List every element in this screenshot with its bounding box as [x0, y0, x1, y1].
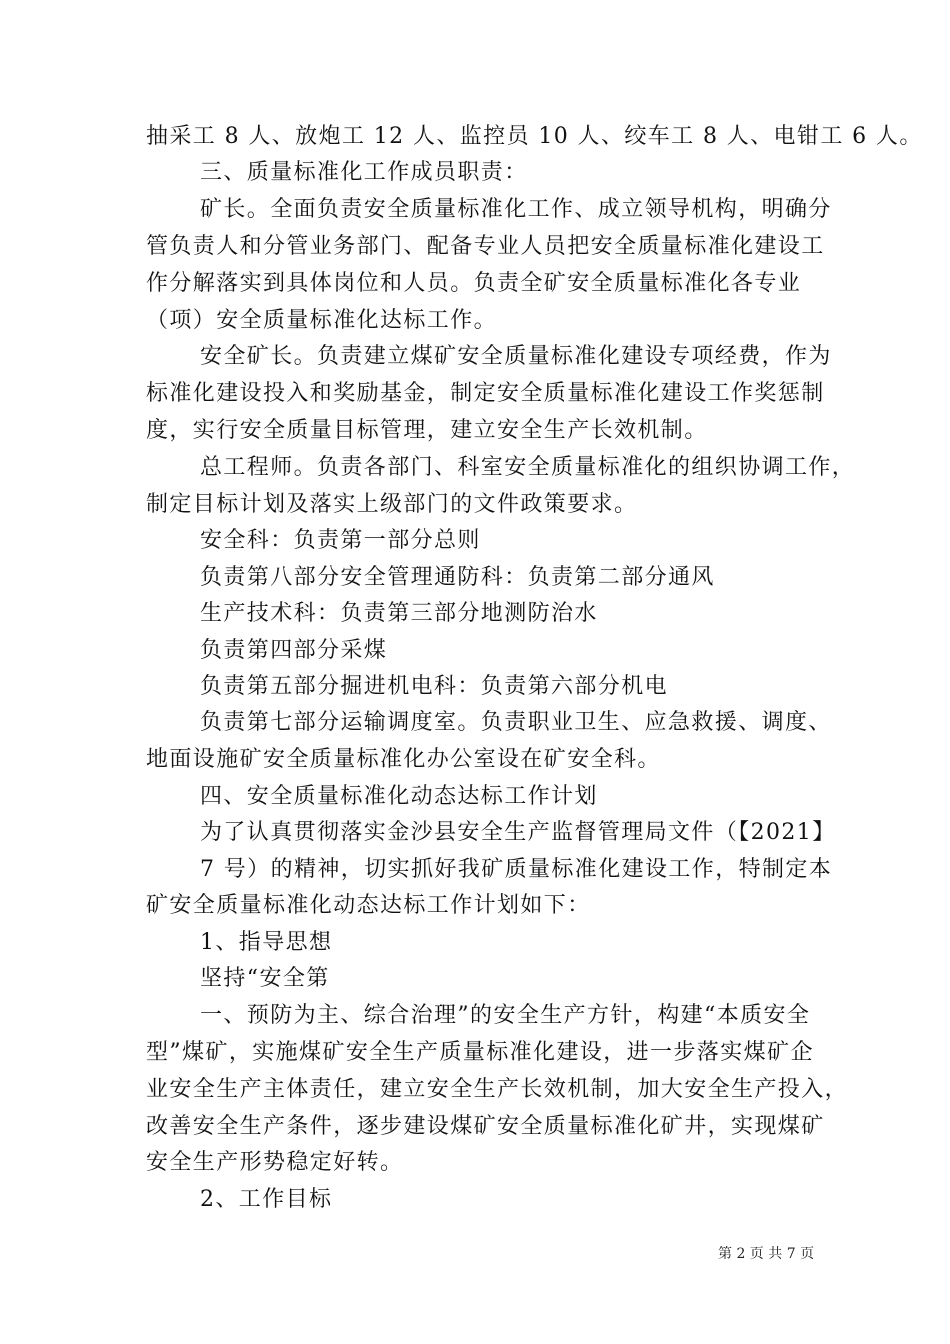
text-line: 坚持“安全第	[200, 966, 330, 991]
section-heading: 四、安全质量标准化动态达标工作计划	[200, 784, 598, 809]
text-line: 安全矿长。负责建立煤矿安全质量标准化建设专项经费，作为	[200, 344, 832, 369]
text-line: 改善安全生产条件，逐步建设煤矿安全质量标准化矿井，实现煤矿	[146, 1114, 825, 1139]
text-line: 管负责人和分管业务部门、配备专业人员把安全质量标准化建设工	[146, 234, 825, 259]
text-line: 总工程师。负责各部门、科室安全质量标准化的组织协调工作，	[200, 455, 856, 480]
text-line: 矿长。全面负责安全质量标准化工作、成立领导机构，明确分	[200, 197, 832, 222]
section-heading: 三、质量标准化工作成员职责：	[200, 160, 528, 185]
text-line: 7 号）的精神，切实抓好我矿质量标准化建设工作，特制定本	[200, 857, 833, 882]
text-line: 业安全生产主体责任，建立安全生产长效机制，加大安全生产投入，	[146, 1077, 849, 1102]
text-line: 度，实行安全质量目标管理，建立安全生产长效机制。	[146, 418, 708, 443]
text-line: 为了认真贯彻落实金沙县安全生产监督管理局文件（【2021】	[200, 820, 836, 845]
subsection-heading: 1、指导思想	[200, 930, 333, 955]
text-line: 负责第五部分掘进机电科：负责第六部分机电	[200, 674, 669, 699]
text-line: 安全生产形势稳定好转。	[146, 1150, 404, 1175]
text-line: 作分解落实到具体岗位和人员。负责全矿安全质量标准化各专业	[146, 271, 802, 296]
text-line: 标准化建设投入和奖励基金，制定安全质量标准化建设工作奖惩制	[146, 381, 825, 406]
subsection-heading: 2、工作目标	[200, 1187, 333, 1212]
text-line: 矿安全质量标准化动态达标工作计划如下：	[146, 893, 591, 918]
text-line: 地面设施矿安全质量标准化办公室设在矿安全科。	[146, 747, 661, 772]
text-line: 生产技术科：负责第三部分地测防治水	[200, 601, 598, 626]
text-line: 负责第四部分采煤	[200, 638, 388, 663]
text-line: （项）安全质量标准化达标工作。	[146, 308, 498, 333]
text-line: 抽采工 8 人、放炮工 12 人、监控员 10 人、绞车工 8 人、电钳工 6 人。	[146, 124, 923, 149]
text-line: 制定目标计划及落实上级部门的文件政策要求。	[146, 492, 638, 517]
page-number: 第 2 页 共 7 页	[718, 1246, 815, 1262]
text-line: 负责第八部分安全管理通防科：负责第二部分通风	[200, 565, 715, 590]
text-line: 一、预防为主、综合治理”的安全生产方针，构建“本质安全	[200, 1003, 811, 1028]
text-line: 型”煤矿，实施煤矿安全生产质量标准化建设，进一步落实煤矿企	[146, 1040, 814, 1065]
text-line: 安全科：负责第一部分总则	[200, 528, 481, 553]
text-line: 负责第七部分运输调度室。负责职业卫生、应急救援、调度、	[200, 710, 832, 735]
